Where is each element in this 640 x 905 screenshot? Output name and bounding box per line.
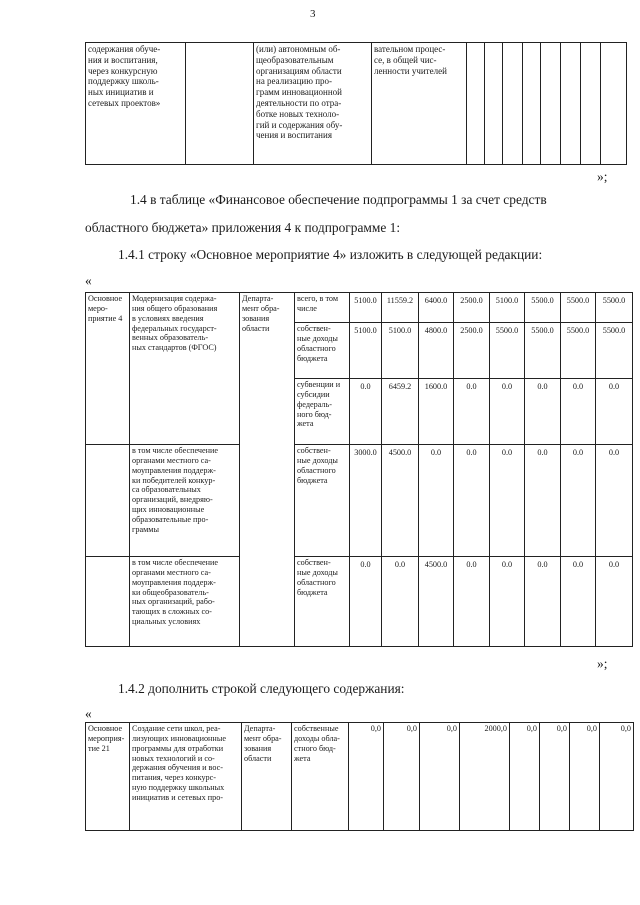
- table-row: [86, 445, 633, 557]
- value-cell: 0.0: [525, 379, 561, 445]
- value-cell: 0.0: [561, 445, 596, 557]
- value-cell: 0.0: [350, 557, 382, 647]
- table-cell: [467, 43, 485, 165]
- activity-21-table: [85, 722, 634, 831]
- closing-quote: »;: [597, 169, 608, 184]
- activity-name-cell: Создание сети школ, реа- лизующих инновационные программы для отработки новых технологий и со- держания обучения и вос- питания, через конкурс- ную поддержку школьных инициатив и сетевых про-: [130, 723, 242, 831]
- value-cell: 0.0: [561, 379, 596, 445]
- source-cell: собственные доходы обла- стного бюд- жета: [292, 723, 349, 831]
- activity-cell: Основное мероприя- тие 21: [86, 723, 130, 831]
- value-cell: 0,0: [349, 723, 384, 831]
- source-cell: собствен- ные доходы областного бюджета: [295, 445, 350, 557]
- value-cell: 5100.0: [350, 323, 382, 379]
- value-cell: 5500.0: [561, 323, 596, 379]
- source-cell: субвенции и субсидии федераль- ного бюд- жета: [295, 379, 350, 445]
- value-cell: 0.0: [419, 445, 454, 557]
- value-cell: 5500.0: [490, 323, 525, 379]
- executor-cell: Департа- мент обра- зования области: [240, 293, 295, 647]
- value-cell: 2000,0: [460, 723, 510, 831]
- value-cell: 5100.0: [382, 323, 419, 379]
- value-cell: 0,0: [600, 723, 634, 831]
- value-cell: 0.0: [596, 379, 633, 445]
- opening-quote: «: [85, 273, 92, 288]
- value-cell: 5500.0: [596, 323, 633, 379]
- paragraph-1-4-2: 1.4.2 дополнить строкой следующего содержания:: [118, 681, 405, 696]
- value-cell: 4500.0: [382, 445, 419, 557]
- table-cell: [485, 43, 503, 165]
- table-cell: [601, 43, 627, 165]
- value-cell: 0,0: [510, 723, 540, 831]
- table-cell: содержания обуче- ния и воспитания, через конкурсную поддержку школь- ных инициатив и сетевых проектов»: [86, 43, 186, 165]
- subname-cell: в том числе обеспечение органами местного са- моуправления поддерж- ки общеобразователь- ных организаций, рабо- тающих в сложных со- циальных условиях: [130, 557, 240, 647]
- table-row: [86, 43, 627, 165]
- value-cell: 5500.0: [525, 323, 561, 379]
- value-cell: 0.0: [561, 557, 596, 647]
- source-cell: собствен- ные доходы областного бюджета: [295, 557, 350, 647]
- value-cell: 0.0: [490, 557, 525, 647]
- activity-4-table: [85, 292, 633, 647]
- value-cell: 6459.2: [382, 379, 419, 445]
- table-cell: [581, 43, 601, 165]
- closing-quote: »;: [597, 656, 608, 671]
- table-row: [86, 723, 634, 831]
- executor-cell: Департа- мент обра- зования области: [242, 723, 292, 831]
- activity-cell: Основное меро- приятие 4: [86, 293, 130, 445]
- table-row: [86, 293, 633, 323]
- value-cell: 5500.0: [561, 293, 596, 323]
- value-cell: 3000.0: [350, 445, 382, 557]
- paragraph-1-4-line2: областного бюджета» приложения 4 к подпрограмме 1:: [85, 220, 401, 235]
- value-cell: 11559.2: [382, 293, 419, 323]
- value-cell: 5500.0: [596, 293, 633, 323]
- value-cell: 0,0: [384, 723, 420, 831]
- table-cell: [541, 43, 561, 165]
- page-number: 3: [310, 8, 316, 20]
- value-cell: 0,0: [570, 723, 600, 831]
- activity-name-cell: Модернизация содержа- ния общего образования в условиях введения федеральных государст- венных образователь- ных стандартов (ФГОС): [130, 293, 240, 445]
- value-cell: 0.0: [525, 557, 561, 647]
- source-cell: собствен- ные доходы областного бюджета: [295, 323, 350, 379]
- subname-cell: в том числе обеспечение органами местного са- моуправления поддерж- ки победителей конкур- са образовательных организаций, внедряю- щих инновационные образовательные про- граммы: [130, 445, 240, 557]
- value-cell: 1600.0: [419, 379, 454, 445]
- value-cell: 0.0: [596, 445, 633, 557]
- value-cell: 0.0: [596, 557, 633, 647]
- value-cell: 0,0: [540, 723, 570, 831]
- value-cell: 2500.0: [454, 323, 490, 379]
- table-cell: [523, 43, 541, 165]
- continuation-table: [85, 42, 627, 165]
- value-cell: 0,0: [420, 723, 460, 831]
- value-cell: 0.0: [525, 445, 561, 557]
- value-cell: 4500.0: [419, 557, 454, 647]
- value-cell: 0.0: [382, 557, 419, 647]
- value-cell: 0.0: [454, 557, 490, 647]
- table-cell: [86, 445, 130, 557]
- value-cell: 5100.0: [350, 293, 382, 323]
- table-cell: вательном процес- се, в общей чис- ленности учителей: [372, 43, 467, 165]
- value-cell: 0.0: [454, 445, 490, 557]
- table-cell: [86, 557, 130, 647]
- table-cell: (или) автономным об- щеобразовательным организациям области на реализацию про- грамм инновационной деятельности по отра- ботке новых техноло- гий и содержания обу- чения и воспитания: [254, 43, 372, 165]
- value-cell: 0.0: [350, 379, 382, 445]
- paragraph-1-4-1: 1.4.1 строку «Основное мероприятие 4» изложить в следующей редакции:: [118, 247, 543, 262]
- source-cell: всего, в том числе: [295, 293, 350, 323]
- value-cell: 0.0: [490, 445, 525, 557]
- value-cell: 0.0: [490, 379, 525, 445]
- paragraph-1-4-line1: 1.4 в таблице «Финансовое обеспечение подпрограммы 1 за счет средств: [130, 192, 547, 207]
- table-row: [86, 557, 633, 647]
- table-cell: [561, 43, 581, 165]
- value-cell: 5100.0: [490, 293, 525, 323]
- table-cell: [186, 43, 254, 165]
- value-cell: 4800.0: [419, 323, 454, 379]
- value-cell: 0.0: [454, 379, 490, 445]
- value-cell: 6400.0: [419, 293, 454, 323]
- table-cell: [503, 43, 523, 165]
- value-cell: 5500.0: [525, 293, 561, 323]
- value-cell: 2500.0: [454, 293, 490, 323]
- opening-quote: «: [85, 706, 92, 721]
